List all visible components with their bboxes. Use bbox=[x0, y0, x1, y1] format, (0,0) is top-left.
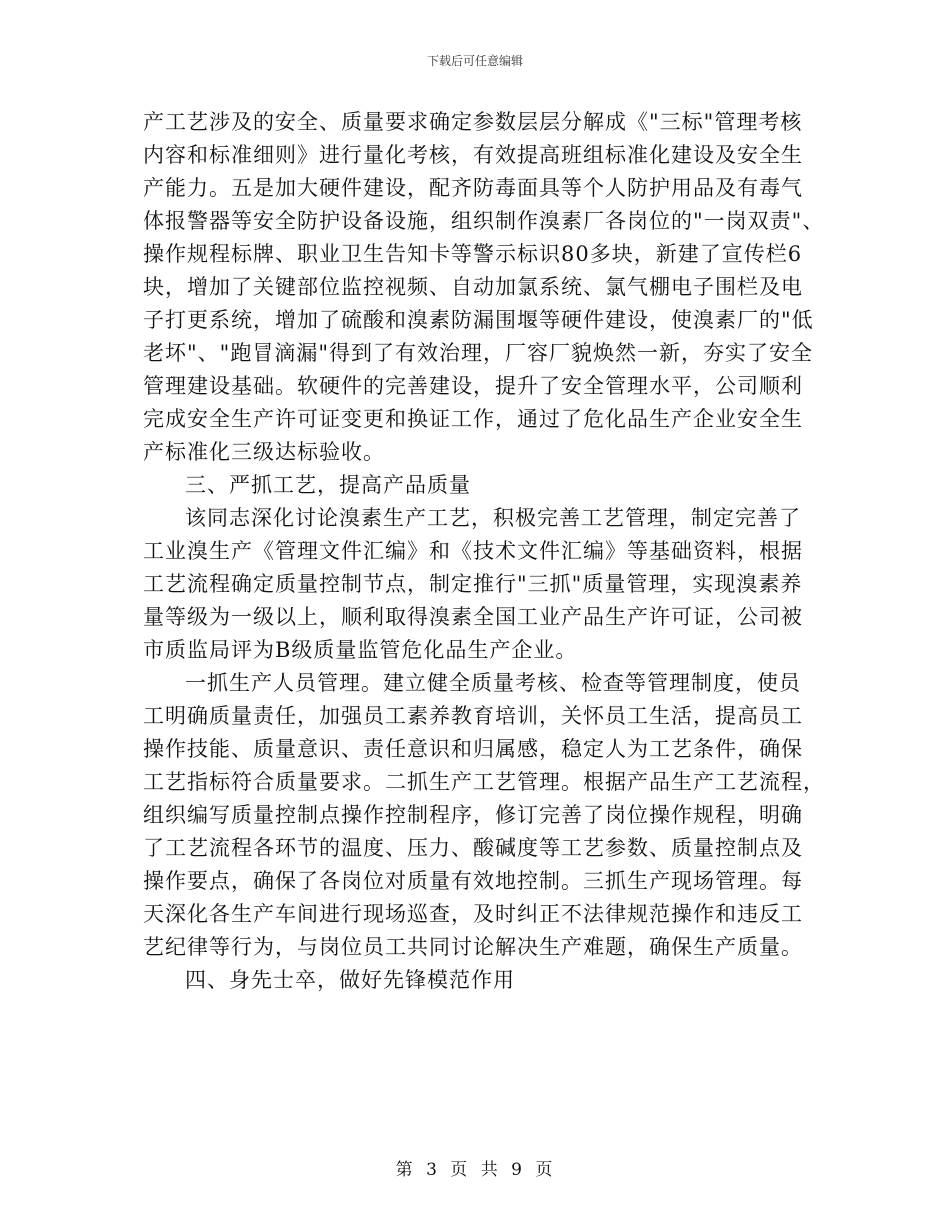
text-line: 完成安全生产许可证变更和换证工作，通过了危化品生产企业安全生 bbox=[143, 407, 803, 431]
text-line: 管理建设基础。软硬件的完善建设，提升了安全管理水平，公司顺利 bbox=[143, 374, 803, 398]
text-line: 一抓生产人员管理。建立健全质量考核、检查等管理制度，使员 bbox=[185, 671, 801, 695]
footer-total-word: 共 bbox=[480, 1160, 500, 1180]
text-line: 四、身先士卒，做好先锋模范作用 bbox=[185, 968, 515, 992]
text-line: 量等级为一级以上，顺利取得溴素全国工业产品生产许可证，公司被 bbox=[143, 605, 803, 629]
text-line: 操作技能、质量意识、责任意识和归属感，稳定人为工艺条件，确保 bbox=[143, 737, 803, 761]
text-line: 产工艺涉及的安全、质量要求确定参数层层分解成《"三标"管理考核 bbox=[143, 110, 803, 134]
page-footer bbox=[0, 1155, 950, 1180]
text-line: 子打更系统，增加了硫酸和溴素防漏围堰等硬件建设，使溴素厂的"低 bbox=[143, 308, 814, 332]
text-line: 组织编写质量控制点操作控制程序，修订完善了岗位操作规程，明确 bbox=[143, 803, 803, 827]
text-line: 天深化各生产车间进行现场巡查，及时纠正不法律规范操作和违反工 bbox=[143, 902, 803, 926]
text-line: 工业溴生产《管理文件汇编》和《技术文件汇编》等基础资料，根据 bbox=[143, 539, 803, 563]
footer-current-page: 3 bbox=[426, 1160, 439, 1180]
text-line: 操作规程标牌、职业卫生告知卡等警示标识80多块，新建了宣传栏6 bbox=[143, 242, 803, 266]
text-line: 老坏"、"跑冒滴漏"得到了有效治理，厂容厂貌焕然一新，夯实了安全 bbox=[143, 341, 813, 365]
footer-page-word: 页 bbox=[450, 1160, 470, 1180]
footer-prefix: 第 bbox=[395, 1160, 415, 1180]
footer-suffix: 页 bbox=[535, 1160, 555, 1180]
text-line: 工艺流程确定质量控制节点，制定推行"三抓"质量管理，实现溴素养 bbox=[143, 572, 803, 596]
text-line: 该同志深化讨论溴素生产工艺，积极完善工艺管理，制定完善了 bbox=[185, 506, 801, 530]
text-line: 市质监局评为B级质量监管危化品生产企业。 bbox=[143, 638, 578, 662]
text-line: 工明确质量责任，加强员工素养教育培训，关怀员工生活，提高员工 bbox=[143, 704, 803, 728]
text-line: 块，增加了关键部位监控视频、自动加氯系统、氯气棚电子围栏及电 bbox=[143, 275, 803, 299]
text-line: 体报警器等安全防护设备设施，组织制作溴素厂各岗位的"一岗双责"、 bbox=[143, 209, 825, 233]
text-line: 艺纪律等行为，与岗位员工共同讨论解决生产难题，确保生产质量。 bbox=[143, 935, 803, 959]
footer-total-pages: 9 bbox=[511, 1160, 524, 1180]
text-line: 内容和标准细则》进行量化考核，有效提高班组标准化建设及安全生 bbox=[143, 143, 803, 167]
text-line: 产标准化三级达标验收。 bbox=[143, 440, 385, 464]
text-line: 了工艺流程各环节的温度、压力、酸碱度等工艺参数、质量控制点及 bbox=[143, 836, 803, 860]
page-header: 下载后可任意编辑 bbox=[426, 54, 523, 68]
text-line: 操作要点，确保了各岗位对质量有效地控制。三抓生产现场管理。每 bbox=[143, 869, 803, 893]
text-line: 工艺指标符合质量要求。二抓生产工艺管理。根据产品生产工艺流程， bbox=[143, 770, 825, 794]
document-body bbox=[143, 106, 823, 997]
text-line: 三、严抓工艺，提高产品质量 bbox=[185, 473, 471, 497]
text-line: 产能力。五是加大硬件建设，配齐防毒面具等个人防护用品及有毒气 bbox=[143, 176, 803, 200]
